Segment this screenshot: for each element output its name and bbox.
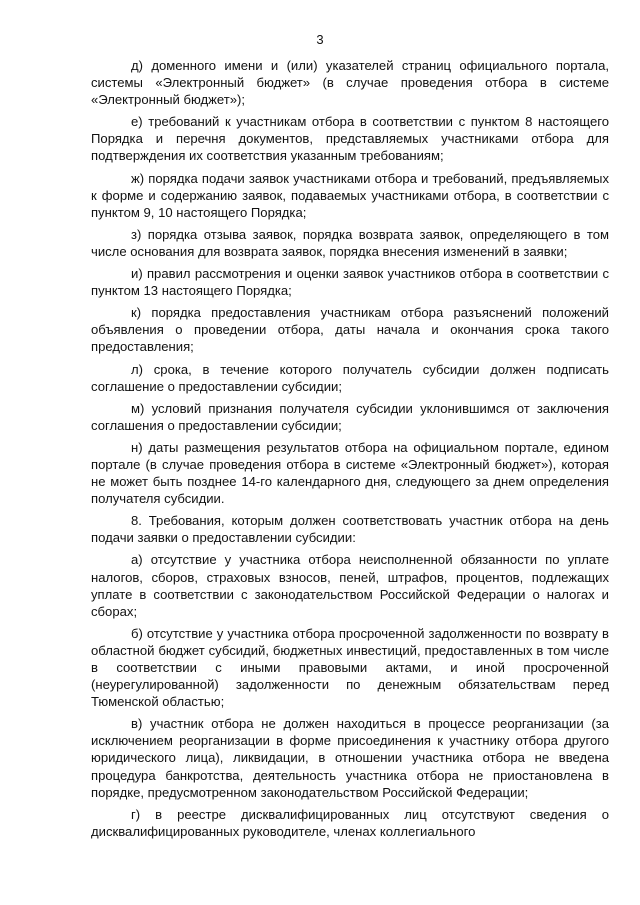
paragraph-k: к) порядка предоставления участникам отбора разъяснений положений объявления о проведении отбора, даты начала и окончания срока такого предоставления; xyxy=(91,305,609,355)
paragraph-l: л) срока, в течение которого получатель субсидии должен подписать соглашение о предоставлении субсидии; xyxy=(91,361,609,394)
section-8-heading: 8. Требования, которым должен соответствовать участник отбора на день подачи заявки о предоставлении субсидии: xyxy=(91,513,609,546)
requirement-g: г) в реестре дисквалифицированных лиц отсутствуют сведения о дисквалифицированных руководителе, членах коллегиального xyxy=(91,806,609,839)
paragraph-m: м) условий признания получателя субсидии уклонившимся от заключения соглашения о предоставлении субсидии; xyxy=(91,400,609,433)
requirement-a: а) отсутствие у участника отбора неисполненной обязанности по уплате налогов, сборов, страховых взносов, пеней, штрафов, процентов, подлежащих уплате в соответствии с законодательством Российской Федерации о налогах и сборах; xyxy=(91,552,609,619)
paragraph-n: н) даты размещения результатов отбора на официальном портале, едином портале (в случае проведения отбора в системе «Электронный бюджет»), которая не может быть позднее 14-го календарного дня, следующего за днем определения получателя субсидии. xyxy=(91,439,609,507)
paragraph-e: е) требований к участникам отбора в соответствии с пунктом 8 настоящего Порядка и перечня документов, представляемых участниками отбора для подтверждения их соответствия указанным требованиям; xyxy=(91,114,609,164)
paragraph-i: и) правил рассмотрения и оценки заявок участников отбора в соответствии с пунктом 13 настоящего Порядка; xyxy=(91,266,609,299)
paragraph-z: з) порядка отзыва заявок, порядка возврата заявок, определяющего в том числе основания для возврата заявок, порядка внесения изменений в заявки; xyxy=(91,226,609,259)
paragraph-d: д) доменного имени и (или) указателей страниц официального портала, системы «Электронный бюджет» (в случае проведения отбора в системе «Электронный бюджет»); xyxy=(91,58,609,108)
requirement-v: в) участник отбора не должен находиться в процессе реорганизации (за исключением реорганизации в форме присоединения к участнику отбора другого юридического лица), ликвидации, в отношении участника отбора не введена процедура банкротства, деятельность участника отбора не приостановлена в порядке, предусмотренном законодательством Российской Федерации; xyxy=(91,716,609,800)
document-body xyxy=(91,57,609,845)
paragraph-zh: ж) порядка подачи заявок участниками отбора и требований, предъявляемых к форме и содержанию заявок, подаваемых участниками отбора, в соответствии с пунктом 9, 10 настоящего Порядка; xyxy=(91,170,609,220)
page-number: 3 xyxy=(316,32,324,47)
requirement-b: б) отсутствие у участника отбора просроченной задолженности по возврату в областной бюджет субсидий, бюджетных инвестиций, предоставленных в том числе в соответствии с иными правовыми актами, и иной просроченной (неурегулированной) задолженности по денежным обязательствам перед Тюменской областью; xyxy=(91,625,609,710)
